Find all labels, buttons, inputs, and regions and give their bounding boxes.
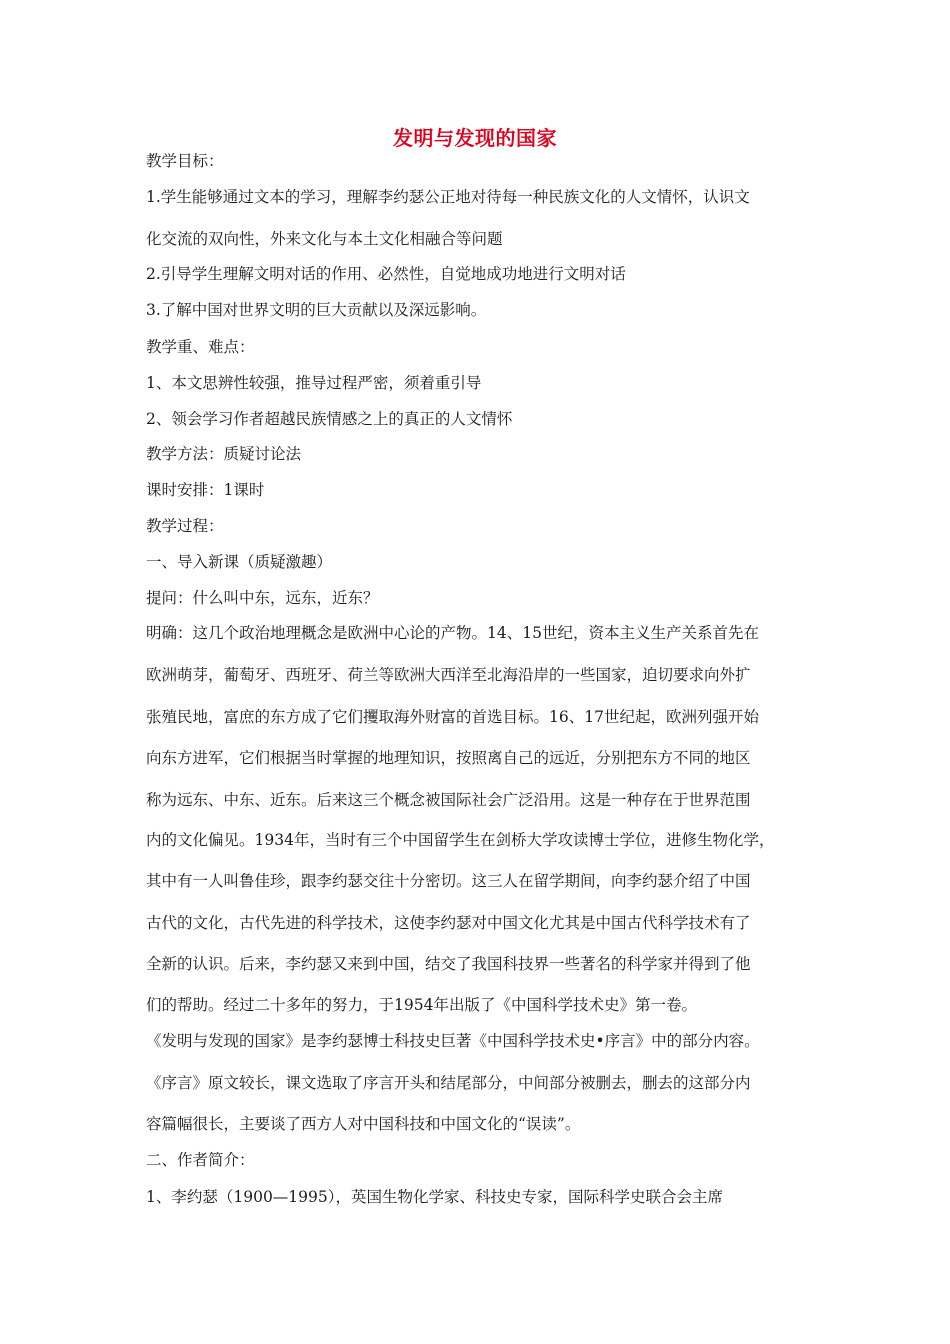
document-title: 发明与发现的国家 xyxy=(393,126,557,150)
paragraph-line: 1、本文思辨性较强，推导过程严密，须着重引导 xyxy=(146,374,482,392)
paragraph-line: 二、作者简介： xyxy=(146,1151,255,1169)
paragraph-line: 全新的认识。后来，李约瑟又来到中国，结交了我国科技界一些著名的科学家并得到了他 xyxy=(146,955,751,973)
paragraph-line: 内的文化偏见。1934年，当时有三个中国留学生在剑桥大学攻读博士学位，进修生物化学， xyxy=(146,831,775,849)
paragraph-line: 教学目标： xyxy=(146,152,224,170)
paragraph-line: 们的帮助。经过二十多年的努力，于1954年出版了《中国科学技术史》第一卷。 xyxy=(146,996,697,1014)
paragraph-line: 教学重、难点： xyxy=(146,338,255,356)
paragraph-line: 教学方法：质疑讨论法 xyxy=(146,445,302,463)
paragraph-line: 一、导入新课（质疑激趣） xyxy=(146,553,333,571)
paragraph-line: 欧洲萌芽，葡萄牙、西班牙、荷兰等欧洲大西洋至北海沿岸的一些国家，迫切要求向外扩 xyxy=(146,666,751,684)
paragraph-line: 提问：什么叫中东，远东，近东？ xyxy=(146,589,379,607)
paragraph-line: 课时安排：1课时 xyxy=(146,481,265,499)
paragraph-line: 称为远东、中东、近东。后来这三个概念被国际社会广泛沿用。这是一种存在于世界范围 xyxy=(146,791,751,809)
paragraph-line: 容篇幅很长，主要谈了西方人对中国科技和中国文化的“误读”。 xyxy=(146,1115,581,1133)
paragraph-line: 明确：这几个政治地理概念是欧洲中心论的产物。14、15世纪，资本主义生产关系首先在 xyxy=(146,624,759,642)
paragraph-line: 3.了解中国对世界文明的巨大贡献以及深远影响。 xyxy=(146,301,487,319)
paragraph-line: 1、李约瑟（1900—1995），英国生物化学家、科技史专家，国际科学史联合会主席 xyxy=(146,1188,724,1206)
paragraph-line: 《发明与发现的国家》是李约瑟博士科技史巨著《中国科学技术史•序言》中的部分内容。 xyxy=(146,1032,760,1050)
paragraph-line: 向东方进军，它们根据当时掌握的地理知识，按照离自己的远近，分别把东方不同的地区 xyxy=(146,749,751,767)
paragraph-line: 古代的文化，古代先进的科学技术，这使李约瑟对中国文化尤其是中国古代科学技术有了 xyxy=(146,914,751,932)
paragraph-line: 张殖民地，富庶的东方成了它们攫取海外财富的首选目标。16、17世纪起，欧洲列强开始 xyxy=(146,708,759,726)
paragraph-line: 1.学生能够通过文本的学习，理解李约瑟公正地对待每一种民族文化的人文情怀，认识文 xyxy=(146,188,750,206)
paragraph-line: 教学过程： xyxy=(146,517,224,535)
paragraph-line: 其中有一人叫鲁佳珍，跟李约瑟交往十分密切。这三人在留学期间，向李约瑟介绍了中国 xyxy=(146,872,751,890)
paragraph-line: 化交流的双向性，外来文化与本土文化相融合等问题 xyxy=(146,230,503,248)
paragraph-line: 2、领会学习作者超越民族情感之上的真正的人文情怀 xyxy=(146,410,513,428)
paragraph-line: 《序言》原文较长，课文选取了序言开头和结尾部分，中间部分被删去，删去的这部分内 xyxy=(146,1074,751,1092)
paragraph-line: 2.引导学生理解文明对话的作用、必然性，自觉地成功地进行文明对话 xyxy=(146,265,626,283)
